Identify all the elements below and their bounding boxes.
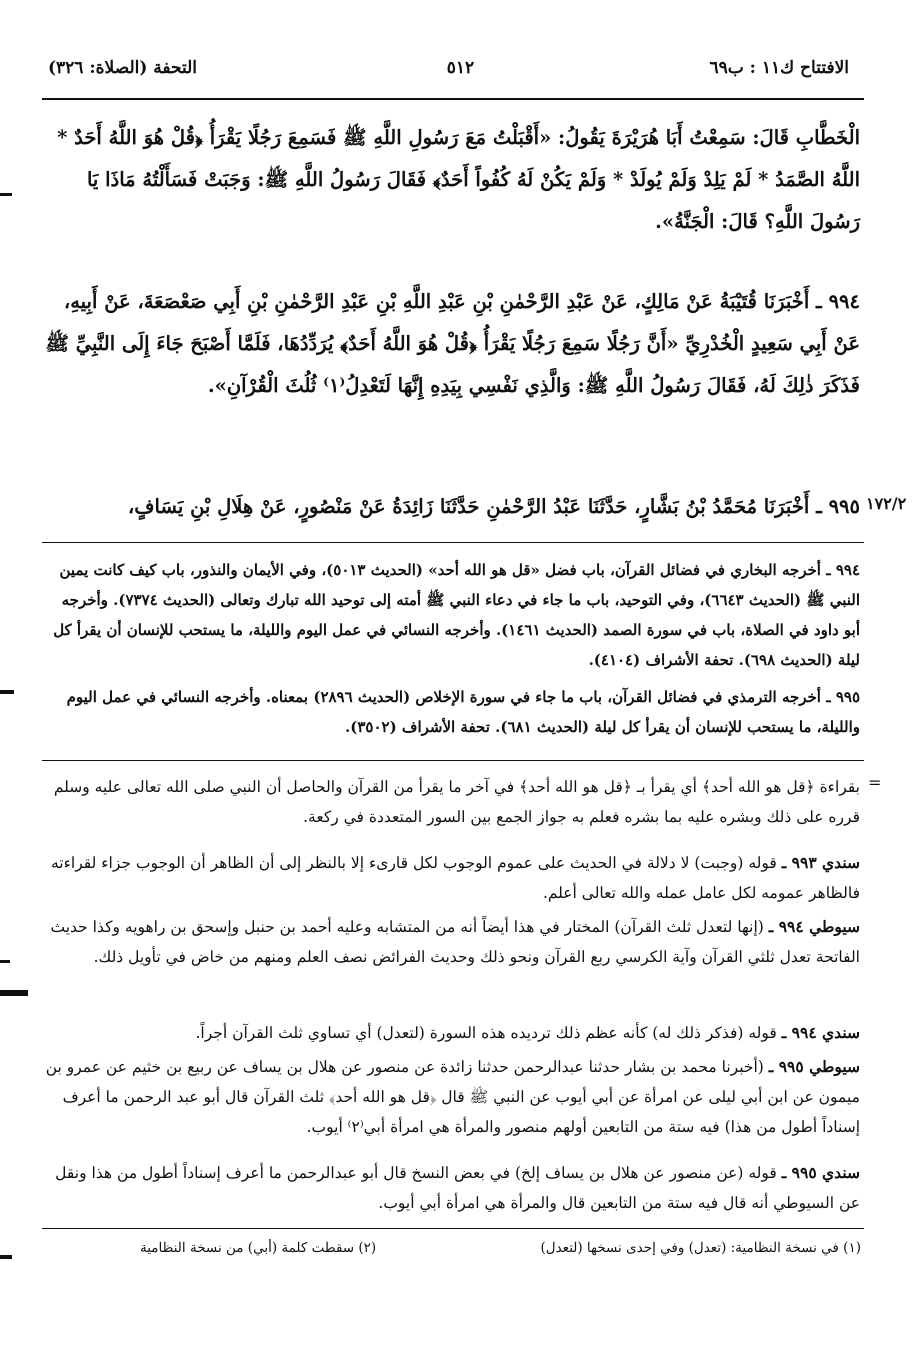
scan-edge-mark [0,690,14,694]
scan-edge-mark [0,193,12,196]
edition-note-1: (١) في نسخة النظامية: (تعدل) وفي إحدى نسخها (لتعدل) [540,1240,861,1256]
commentary-label: سيوطي ٩٩٤ ـ [768,917,860,936]
commentary-text: قوله (وجبت) لا دلالة في الحديث على عموم الوجوب لكل قارىء إلا بالنظر إلى أن الظاهر أن الوجوب جزاء لقراءته فالظاهر عمومه لكل عامل عمله والله تعالى أعلم. [50,854,860,902]
commentary-label: سندي ٩٩٥ ـ [781,1163,860,1182]
commentary-text: (إنها لتعدل ثلث القرآن) المختار في هذا أيضاً أنه من المتشابه وعليه أحمد بن حنبل وإسحق بن راهويه وكذا حديث الفاتحة تعدل ثلثي القرآن وآية الكرسي ربع القرآن ونحو ذلك وحديث الفرائض نصف العلم ومنهم من خاض في تأويل ذلك. [50,918,860,966]
running-header-left: التحفة (الصلاة: ٣٢٦) [48,58,198,78]
commentary-label: سندي ٩٩٤ ـ [781,1023,860,1042]
bottom-rule [42,1228,864,1229]
commentary-text: قوله (فذكر ذلك له) كأنه عظم ذلك ترديده هذه السورة (لتعدل) أي تساوي ثلث القرآن أجراً. [195,1024,777,1042]
takhrij-995: ٩٩٥ ـ أخرجه الترمذي في فضائل القرآن، باب ما جاء في سورة الإخلاص (الحديث ٢٨٩٦) بمعناه. وأخرجه النسائي في عمل اليوم والليلة، ما يستحب للإنسان أن يقرأ كل ليلة (الحديث ٦٨١). تحفة الأشراف (٣٥٠٢). [66,688,860,736]
commentary-suyuti-994 [45,912,860,972]
edition-note-2: (٢) سقطت كلمة (أبي) من نسخة النظامية [140,1240,377,1256]
header-rule [42,98,864,100]
takhrij-994: ٩٩٤ ـ أخرجه البخاري في فضائل القرآن، باب فضل «قل هو الله أحد» (الحديث ٥٠١٣)، وفي الأيمان والنذور، باب كيف كانت يمين النبي ﷺ (الحديث ٦٦٤٣)، وفي التوحيد، باب ما جاء في دعاء النبي ﷺ أمته إلى توحيد الله تبارك وتعالى (الحديث ٧٣٧٤). وأخرجه أبو داود في الصلاة، باب في سورة الصمد (الحديث ١٤٦١). وأخرجه النسائي في عمل اليوم والليلة، ما يستحب للإنسان أن يقرأ كل ليلة (الحديث ٦٩٨). تحفة الأشراف (٤١٠٤). [53,561,860,669]
hadith-995-start: ٩٩٥ ـ أَخْبَرَنَا مُحَمَّدُ بْنُ بَشَّارٍ، حَدَّثَنَا عَبْدُ الرَّحْمٰنِ حَدَّثَنَا زَائِدَةُ عَنْ مَنْصُورٍ، عَنْ هِلَالِ بْنِ يَسَافٍ، [128,495,860,518]
commentary-text: (أخبرنا محمد بن بشار حدثنا عبدالرحمن حدثنا زائدة عن منصور عن هلال بن يساف عن ربيع بن خثيم عن عمرو بن ميمون عن ابن أبي ليلى عن امرأة عن أبي أيوب عن النبي ﷺ قال ﴿قل هو الله أحد﴾ ثلث القرآن قال أبو عبد الرحمن ما أعرف إسناداً أطول من هذا) فيه ستة من التابعين أولهم منصور والمرأة هي امرأة أبي⁽٢⁾ أيوب. [45,1058,860,1136]
hadith-993-continuation: الْخَطَّابِ قَالَ: سَمِعْتُ أَبَا هُرَيْرَةَ يَقُولُ: «أَقْبَلْتُ مَعَ رَسُولِ اللَّهِ ﷺ فَسَمِعَ رَجُلًا يَقْرَأُ ﴿قُلْ هُوَ اللَّهُ أَحَدٌ * اللَّهُ الصَّمَدُ * لَمْ يَلِدْ وَلَمْ يُولَدْ * وَلَمْ يَكُنْ لَهُ كُفُواً أَحَدٌ﴾ فَقَالَ رَسُولُ اللَّهِ ﷺ: وَجَبَتْ فَسَأَلْتُهُ مَاذَا يَا رَسُولَ اللَّهِ؟ قَالَ: الْجَنَّةُ». [57,126,860,233]
main-rule [42,542,864,543]
running-header-right: الافتتاح ك١١ : ب٦٩ [709,58,849,78]
commentary-label: سيوطي ٩٩٥ ـ [768,1057,860,1076]
commentary-continuation: بقراءة ﴿قل هو الله أحد﴾ أي يقرأ بـ ﴿قل هو الله أحد﴾ في آخر ما يقرأ من القرآن والحاصل أن النبي صلى الله تعالى عليه وسلم قرره على ذلك وبشره عليه بما بشره فعلم به جواز الجمع بين السور المتعددة في ركعة. [53,778,860,826]
commentary-text: قوله (عن منصور عن هلال بن يساف إلخ) في بعض النسخ قال أبو عبدالرحمن ما أعرف إسناداً أطول من هذا ونقل عن السيوطي أنه قال فيه ستة من التابعين قال والمرأة هي امرأة أبي أيوب. [55,1164,860,1212]
commentary-suyuti-995 [45,1052,860,1142]
commentary-label: سندي ٩٩٣ ـ [781,853,860,872]
commentary-rule [42,760,864,761]
scan-edge-mark [0,960,10,963]
scan-edge-mark [0,990,28,996]
commentary-sindi-994 [45,1018,860,1048]
scan-edge-mark [0,1255,12,1259]
margin-volume-ref: ١٧٢/٢ [866,494,907,513]
commentary-sindi-993 [45,848,860,908]
page-number: ٥١٢ [446,58,475,78]
hadith-994: ٩٩٤ ـ أَخْبَرَنَا قُتَيْبَةُ عَنْ مَالِكٍ، عَنْ عَبْدِ الرَّحْمٰنِ بْنِ عَبْدِ اللَّهِ بْنِ عَبْدِ الرَّحْمٰنِ بْنِ أَبِي صَعْصَعَةَ، عَنْ أَبِيهِ، عَنْ أَبِي سَعِيدٍ الْخُدْرِيِّ «أَنَّ رَجُلًا سَمِعَ رَجُلًا يَقْرَأُ ﴿قُلْ هُوَ اللَّهُ أَحَدٌ﴾ يُرَدِّدُهَا، فَلَمَّا أَصْبَحَ جَاءَ إِلَى النَّبِيِّ ﷺ فَذَكَرَ ذٰلِكَ لَهُ، فَقَالَ رَسُولُ اللَّهِ ﷺ: وَالَّذِي نَفْسِي بِيَدِهِ إِنَّهَا لَتَعْدِلُ⁽١⁾ ثُلُثَ الْقُرْآنِ». [45,290,860,397]
commentary-sindi-995 [45,1158,860,1218]
continuation-marker: = [868,773,882,792]
